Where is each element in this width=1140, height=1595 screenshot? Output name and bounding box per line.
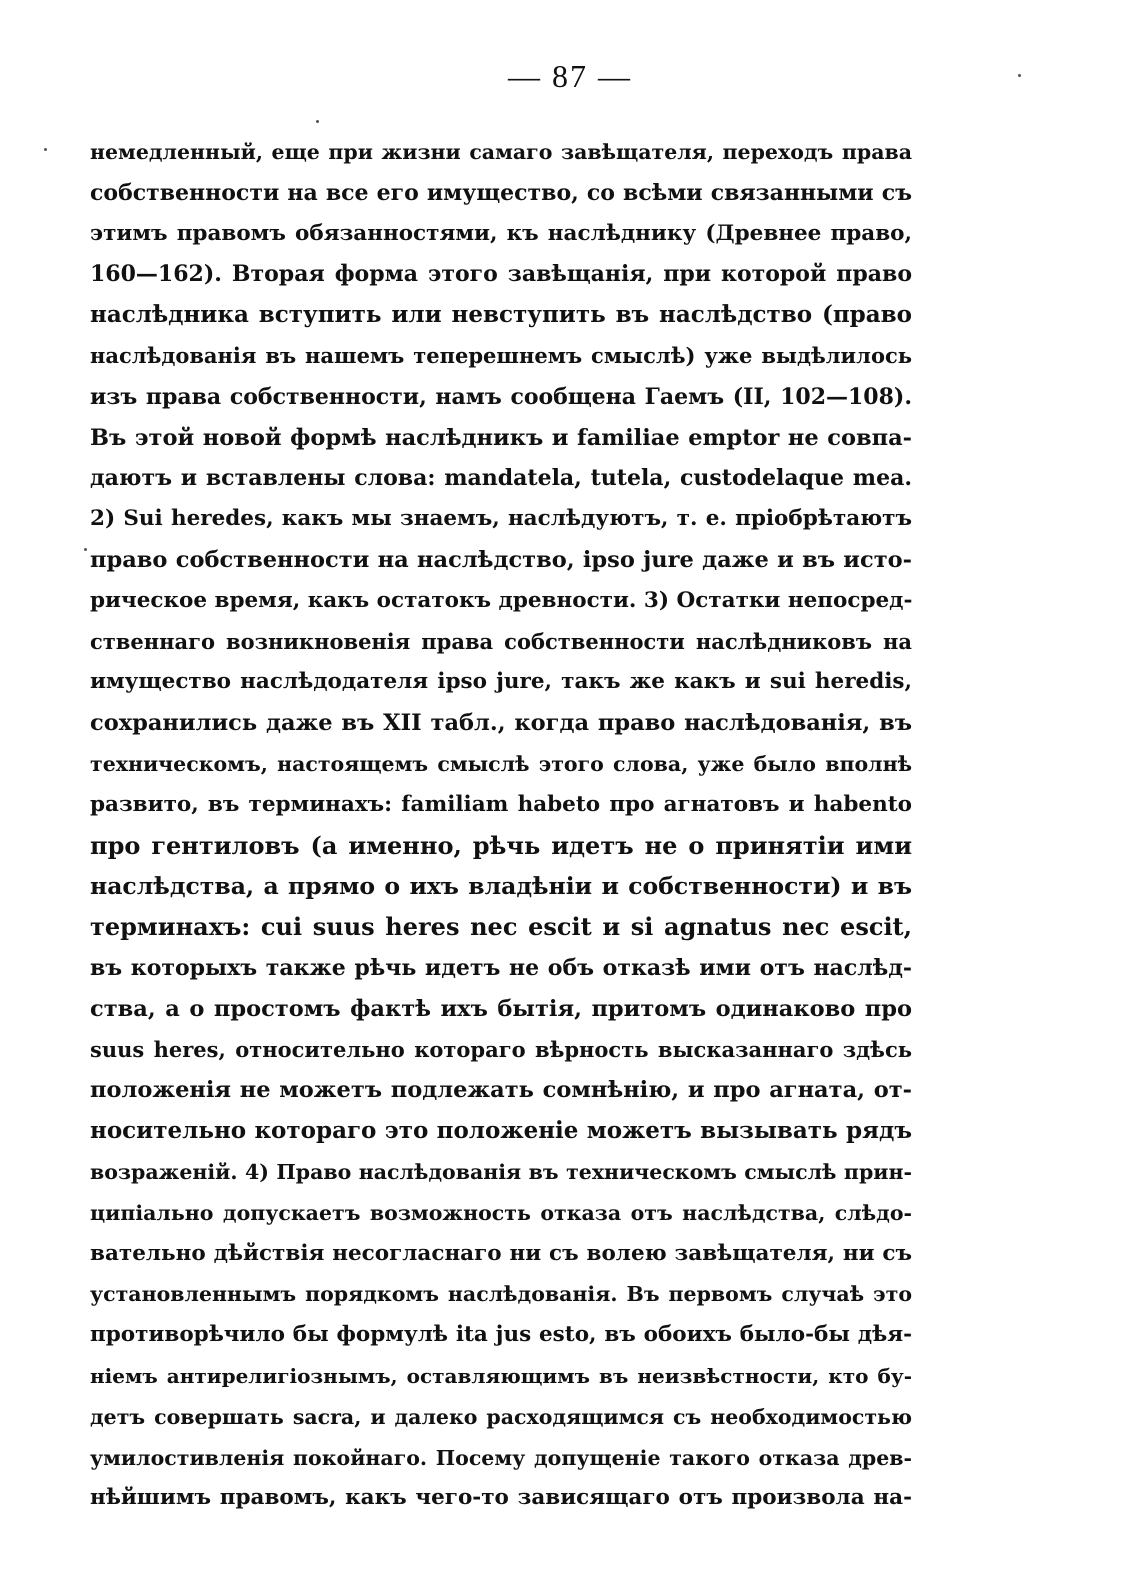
- text-line: изъ права собственности, намъ сообщена Гаемъ (II, 102—108).: [90, 383, 912, 410]
- text-line: suus heres, относительно котораго вѣрность высказаннаго здѣсь: [90, 1036, 912, 1062]
- text-line: противорѣчило бы формулѣ ita jus esto, въ обоихъ было-бы дѣя-: [90, 1322, 912, 1348]
- text-line: возраженій. 4) Право наслѣдованія въ техническомъ смыслѣ прин-: [90, 1159, 912, 1184]
- body-text: [90, 132, 912, 1519]
- text-line: Въ этой новой формѣ наслѣдникъ и familiae emptor не совпа-: [90, 424, 912, 451]
- text-line: этимъ правомъ обязанностями, къ наслѣднику (Древнее право,: [90, 220, 912, 246]
- text-line: техническомъ, настоящемъ смыслѣ этого слова, уже было вполнѣ: [90, 751, 912, 776]
- text-line: развито, въ терминахъ: familiam habeto про агнатовъ и habento: [90, 791, 912, 817]
- text-line: наслѣдства, а прямо о ихъ владѣніи и собственности) и въ: [90, 872, 912, 901]
- page-number: — 87 —: [508, 58, 632, 94]
- print-speck: [44, 148, 47, 151]
- text-line: ства, а о простомъ фактѣ ихъ бытія, притомъ одинаково про: [90, 995, 912, 1022]
- text-line: ственнаго возникновенія права собственности наслѣдниковъ на: [90, 628, 912, 654]
- text-line: установленнымъ порядкомъ наслѣдованія. Въ первомъ случаѣ это: [90, 1282, 912, 1307]
- text-line: имущество наслѣдодателя ipso jure, такъ же какъ и sui heredis,: [90, 669, 912, 695]
- print-speck: [84, 548, 87, 551]
- text-line: право собственности на наслѣдство, ipso jure даже и въ исто-: [90, 546, 912, 573]
- text-line: нѣйшимъ правомъ, какъ чего-то зависящаго отъ произвола на-: [90, 1485, 912, 1511]
- text-line: 160—162). Вторая форма этого завѣщанія, при которой право: [90, 261, 912, 288]
- text-line: ципіально допускаетъ возможность отказа отъ наслѣдства, слѣдо-: [90, 1200, 912, 1225]
- text-line: даютъ и вставлены слова: mandatela, tutela, custodelaque mea.: [90, 465, 912, 492]
- text-line: ніемъ антирелигіознымъ, оставляющимъ въ неизвѣстности, кто бу-: [90, 1363, 912, 1388]
- text-line: въ которыхъ также рѣчь идетъ не объ отказѣ ими отъ наслѣд-: [90, 954, 912, 981]
- print-speck: [316, 120, 319, 123]
- text-line: наслѣдованія въ нашемъ теперешнемъ смыслѣ) уже выдѣлилось: [90, 342, 912, 368]
- print-speck: [1018, 74, 1021, 77]
- text-line: умилостивленія покойнаго. Посему допущеніе такого отказа древ-: [90, 1445, 912, 1470]
- text-line: 2) Sui heredes, какъ мы знаемъ, наслѣдуютъ, т. е. пріобрѣтаютъ: [90, 506, 912, 532]
- text-line: собственности на все его имущество, со всѣми связанными съ: [90, 179, 912, 206]
- text-line: терминахъ: cui suus heres nec escit и si agnatus nec escit,: [90, 912, 912, 942]
- text-line: про гентиловъ (а именно, рѣчь идетъ не о принятіи ими: [90, 830, 912, 860]
- text-line: сохранились даже въ XII табл., когда право наслѣдованія, въ: [90, 710, 912, 737]
- text-line: немедленный, еще при жизни самаго завѣщателя, переходъ права: [90, 140, 912, 164]
- text-line: детъ совершать sacra, и далеко расходящимся съ необходимостью: [90, 1404, 912, 1429]
- text-line: вательно дѣйствія несогласнаго ни съ волею завѣщателя, ни съ: [90, 1240, 912, 1266]
- text-line: наслѣдника вступить или невступить въ наслѣдство (право: [90, 301, 912, 329]
- text-line: положенія не можетъ подлежать сомнѣнію, и про агната, от-: [90, 1077, 912, 1104]
- text-line: рическое время, какъ остатокъ древности. 3) Остатки непосред-: [90, 587, 912, 613]
- text-line: носительно котораго это положеніе можетъ вызывать рядъ: [90, 1117, 912, 1145]
